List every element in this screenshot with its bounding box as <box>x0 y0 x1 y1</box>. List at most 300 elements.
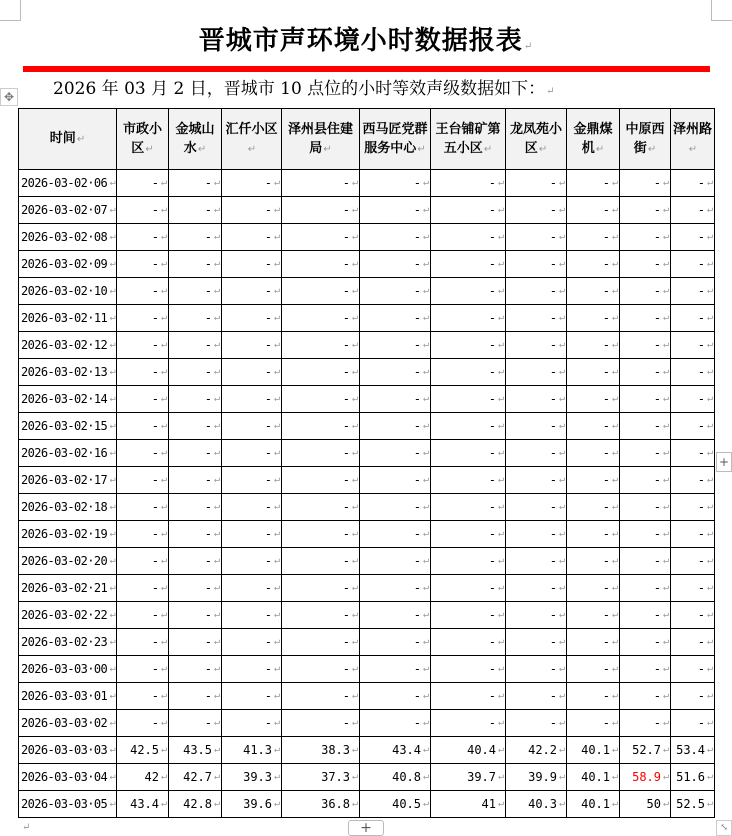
value-cell[interactable]: - ↵ <box>671 494 715 521</box>
value-cell[interactable]: - ↵ <box>282 305 360 332</box>
value-cell[interactable]: - ↵ <box>431 170 506 197</box>
value-cell[interactable]: - ↵ <box>671 170 715 197</box>
value-cell[interactable]: - ↵ <box>117 305 169 332</box>
add-row-button[interactable]: + <box>348 820 384 836</box>
value-cell[interactable]: 39.6 ↵ <box>222 791 282 818</box>
value-cell[interactable]: - ↵ <box>506 359 567 386</box>
value-cell[interactable]: 36.8 ↵ <box>282 791 360 818</box>
value-cell[interactable]: - ↵ <box>282 359 360 386</box>
value-cell[interactable]: 51.6 ↵ <box>671 764 715 791</box>
value-cell[interactable]: - ↵ <box>671 197 715 224</box>
value-cell[interactable]: - ↵ <box>506 629 567 656</box>
value-cell[interactable]: - ↵ <box>282 278 360 305</box>
value-cell[interactable]: 40.8 ↵ <box>360 764 431 791</box>
value-cell[interactable]: - ↵ <box>360 683 431 710</box>
value-cell[interactable]: - ↵ <box>222 548 282 575</box>
time-cell[interactable]: 2026-03-02·09 ↵ <box>19 251 117 278</box>
value-cell[interactable]: - ↵ <box>567 359 620 386</box>
value-cell[interactable]: - ↵ <box>169 413 222 440</box>
value-cell[interactable]: - ↵ <box>282 224 360 251</box>
value-cell[interactable]: - ↵ <box>282 494 360 521</box>
value-cell[interactable]: - ↵ <box>620 386 671 413</box>
value-cell[interactable]: - ↵ <box>671 521 715 548</box>
time-cell[interactable]: 2026-03-02·10 ↵ <box>19 278 117 305</box>
time-cell[interactable]: 2026-03-02·11 ↵ <box>19 305 117 332</box>
value-cell[interactable]: - ↵ <box>360 251 431 278</box>
document-title: 晋城市声环境小时数据报表 ↵ <box>0 20 732 57</box>
value-cell[interactable]: - ↵ <box>671 332 715 359</box>
value-cell[interactable]: - ↵ <box>671 305 715 332</box>
value-cell[interactable]: - ↵ <box>620 170 671 197</box>
value-cell[interactable]: - ↵ <box>506 332 567 359</box>
value-cell[interactable]: - ↵ <box>222 170 282 197</box>
value-cell[interactable]: - ↵ <box>169 440 222 467</box>
value-cell[interactable]: - ↵ <box>567 656 620 683</box>
value-cell[interactable]: - ↵ <box>360 602 431 629</box>
value-cell[interactable]: - ↵ <box>620 494 671 521</box>
value-cell[interactable]: - ↵ <box>567 629 620 656</box>
value-cell[interactable]: 43.4 ↵ <box>117 791 169 818</box>
value-cell[interactable]: 38.3 ↵ <box>282 737 360 764</box>
table-row <box>19 332 715 359</box>
value-cell[interactable]: - ↵ <box>671 467 715 494</box>
column-header-station: 中原西街 ↵ <box>620 109 671 170</box>
value-cell[interactable]: - ↵ <box>506 521 567 548</box>
value-cell[interactable]: 42.8 ↵ <box>169 791 222 818</box>
value-cell[interactable]: - ↵ <box>169 467 222 494</box>
add-column-button[interactable]: + <box>716 452 732 472</box>
value-cell[interactable]: - ↵ <box>117 629 169 656</box>
value-cell[interactable]: - ↵ <box>360 305 431 332</box>
value-cell[interactable]: - ↵ <box>222 278 282 305</box>
column-header-time: 时间 ↵ <box>19 109 117 170</box>
value-cell[interactable]: - ↵ <box>620 575 671 602</box>
value-cell[interactable]: - ↵ <box>567 332 620 359</box>
value-cell[interactable]: - ↵ <box>620 197 671 224</box>
table-row <box>19 737 715 764</box>
value-cell[interactable]: - ↵ <box>431 629 506 656</box>
value-cell[interactable]: - ↵ <box>506 494 567 521</box>
value-cell[interactable]: - ↵ <box>567 494 620 521</box>
value-cell[interactable]: - ↵ <box>169 278 222 305</box>
value-cell[interactable]: - ↵ <box>506 656 567 683</box>
value-cell[interactable]: - ↵ <box>360 548 431 575</box>
value-cell[interactable]: - ↵ <box>567 683 620 710</box>
value-cell[interactable]: - ↵ <box>117 413 169 440</box>
value-cell[interactable]: - ↵ <box>506 575 567 602</box>
value-cell[interactable]: - ↵ <box>222 683 282 710</box>
value-cell[interactable]: - ↵ <box>117 494 169 521</box>
value-cell[interactable]: - ↵ <box>117 359 169 386</box>
value-cell[interactable]: - ↵ <box>222 494 282 521</box>
value-cell[interactable]: - ↵ <box>117 332 169 359</box>
value-cell[interactable]: - ↵ <box>620 305 671 332</box>
value-cell[interactable]: 42.7 ↵ <box>169 764 222 791</box>
table-row <box>19 278 715 305</box>
value-cell[interactable]: - ↵ <box>222 251 282 278</box>
table-row <box>19 197 715 224</box>
column-header-station: 金城山水 ↵ <box>169 109 222 170</box>
value-cell[interactable]: - ↵ <box>360 386 431 413</box>
noise-data-table <box>18 108 715 818</box>
table-row <box>19 764 715 791</box>
value-cell[interactable]: - ↵ <box>222 197 282 224</box>
table-row <box>19 710 715 737</box>
value-cell[interactable]: - ↵ <box>282 683 360 710</box>
value-cell[interactable]: 52.5 ↵ <box>671 791 715 818</box>
value-cell[interactable]: - ↵ <box>282 629 360 656</box>
value-cell[interactable]: - ↵ <box>506 710 567 737</box>
value-cell[interactable]: - ↵ <box>360 170 431 197</box>
value-cell[interactable]: 42.5 ↵ <box>117 737 169 764</box>
value-cell[interactable]: 41 ↵ <box>431 791 506 818</box>
value-cell[interactable]: - ↵ <box>671 440 715 467</box>
value-cell[interactable]: - ↵ <box>567 170 620 197</box>
value-cell[interactable]: - ↵ <box>620 602 671 629</box>
value-cell[interactable]: - ↵ <box>671 683 715 710</box>
time-cell[interactable]: 2026-03-02·22 ↵ <box>19 602 117 629</box>
value-cell[interactable]: - ↵ <box>169 224 222 251</box>
value-cell[interactable]: 39.7 ↵ <box>431 764 506 791</box>
value-cell[interactable]: - ↵ <box>117 440 169 467</box>
column-header-station: 金鼎煤机 ↵ <box>567 109 620 170</box>
value-cell[interactable]: - ↵ <box>431 332 506 359</box>
value-cell[interactable]: - ↵ <box>506 413 567 440</box>
value-cell[interactable]: - ↵ <box>431 224 506 251</box>
column-header-station: 泽州路 ↵ <box>671 109 715 170</box>
value-cell[interactable]: - ↵ <box>282 251 360 278</box>
value-cell[interactable]: - ↵ <box>431 521 506 548</box>
value-cell[interactable]: - ↵ <box>360 359 431 386</box>
value-cell[interactable]: - ↵ <box>169 386 222 413</box>
value-cell[interactable]: - ↵ <box>282 710 360 737</box>
time-cell[interactable]: 2026-03-02·12 ↵ <box>19 332 117 359</box>
time-cell[interactable]: 2026-03-03·05 ↵ <box>19 791 117 818</box>
value-cell[interactable]: - ↵ <box>567 548 620 575</box>
value-cell[interactable]: - ↵ <box>360 656 431 683</box>
value-cell[interactable]: - ↵ <box>506 548 567 575</box>
value-cell[interactable]: - ↵ <box>117 170 169 197</box>
table-row <box>19 467 715 494</box>
table-row <box>19 359 715 386</box>
time-cell[interactable]: 2026-03-02·15 ↵ <box>19 413 117 440</box>
table-row <box>19 386 715 413</box>
value-cell[interactable]: - ↵ <box>169 602 222 629</box>
value-cell[interactable]: - ↵ <box>169 548 222 575</box>
value-cell[interactable]: - ↵ <box>506 170 567 197</box>
time-cell[interactable]: 2026-03-03·02 ↵ <box>19 710 117 737</box>
time-cell[interactable]: 2026-03-02·20 ↵ <box>19 548 117 575</box>
value-cell[interactable]: - ↵ <box>506 251 567 278</box>
value-cell[interactable]: - ↵ <box>282 197 360 224</box>
time-cell[interactable]: 2026-03-02·21 ↵ <box>19 575 117 602</box>
value-cell[interactable]: - ↵ <box>360 494 431 521</box>
value-cell[interactable]: - ↵ <box>360 710 431 737</box>
value-cell[interactable]: - ↵ <box>620 224 671 251</box>
value-cell[interactable]: 40.4 ↵ <box>431 737 506 764</box>
table-row <box>19 791 715 818</box>
value-cell[interactable]: - ↵ <box>117 278 169 305</box>
time-cell[interactable]: 2026-03-03·03 ↵ <box>19 737 117 764</box>
value-cell[interactable]: - ↵ <box>431 710 506 737</box>
value-cell[interactable]: - ↵ <box>169 494 222 521</box>
value-cell[interactable]: - ↵ <box>671 278 715 305</box>
value-cell[interactable]: - ↵ <box>506 440 567 467</box>
value-cell[interactable]: - ↵ <box>117 575 169 602</box>
time-cell[interactable]: 2026-03-03·00 ↵ <box>19 656 117 683</box>
value-cell[interactable]: - ↵ <box>620 251 671 278</box>
value-cell[interactable]: - ↵ <box>117 467 169 494</box>
value-cell[interactable]: - ↵ <box>360 575 431 602</box>
value-cell[interactable]: - ↵ <box>620 548 671 575</box>
value-cell[interactable]: - ↵ <box>360 413 431 440</box>
table-row <box>19 251 715 278</box>
value-cell[interactable]: - ↵ <box>222 413 282 440</box>
value-cell[interactable]: - ↵ <box>360 521 431 548</box>
value-cell[interactable]: - ↵ <box>671 359 715 386</box>
value-cell[interactable]: - ↵ <box>431 656 506 683</box>
table-row <box>19 683 715 710</box>
value-cell[interactable]: - ↵ <box>567 224 620 251</box>
value-cell[interactable]: - ↵ <box>620 521 671 548</box>
value-cell[interactable]: - ↵ <box>169 629 222 656</box>
value-cell[interactable]: - ↵ <box>567 710 620 737</box>
value-cell[interactable]: 50 ↵ <box>620 791 671 818</box>
time-cell[interactable]: 2026-03-02·06 ↵ <box>19 170 117 197</box>
value-cell[interactable]: - ↵ <box>567 305 620 332</box>
value-cell[interactable]: - ↵ <box>360 467 431 494</box>
value-cell[interactable]: - ↵ <box>222 710 282 737</box>
table-move-handle-icon[interactable]: ✥ <box>0 88 18 106</box>
value-cell[interactable]: - ↵ <box>620 629 671 656</box>
table-row <box>19 521 715 548</box>
value-cell[interactable]: 40.5 ↵ <box>360 791 431 818</box>
value-cell[interactable]: - ↵ <box>620 710 671 737</box>
value-cell[interactable]: 43.4 ↵ <box>360 737 431 764</box>
value-cell[interactable]: - ↵ <box>620 359 671 386</box>
time-cell[interactable]: 2026-03-02·07 ↵ <box>19 197 117 224</box>
value-cell[interactable]: - ↵ <box>431 305 506 332</box>
value-cell[interactable]: - ↵ <box>117 521 169 548</box>
value-cell[interactable]: - ↵ <box>169 359 222 386</box>
value-cell[interactable]: - ↵ <box>671 386 715 413</box>
value-cell[interactable]: - ↵ <box>282 467 360 494</box>
value-cell[interactable]: - ↵ <box>222 629 282 656</box>
value-cell[interactable]: 42 ↵ <box>117 764 169 791</box>
value-cell[interactable]: 40.1 ↵ <box>567 737 620 764</box>
value-cell[interactable]: - ↵ <box>117 224 169 251</box>
value-cell[interactable]: - ↵ <box>222 305 282 332</box>
value-cell[interactable]: 40.1 ↵ <box>567 791 620 818</box>
value-cell[interactable]: - ↵ <box>506 224 567 251</box>
value-cell[interactable]: - ↵ <box>620 683 671 710</box>
value-cell[interactable]: - ↵ <box>620 467 671 494</box>
table-row <box>19 602 715 629</box>
time-cell[interactable]: 2026-03-02·19 ↵ <box>19 521 117 548</box>
value-cell[interactable]: - ↵ <box>620 656 671 683</box>
value-cell[interactable]: 40.3 ↵ <box>506 791 567 818</box>
value-cell[interactable]: - ↵ <box>567 521 620 548</box>
value-cell[interactable]: - ↵ <box>431 602 506 629</box>
value-cell[interactable]: - ↵ <box>671 629 715 656</box>
value-cell[interactable]: - ↵ <box>222 656 282 683</box>
value-cell[interactable]: - ↵ <box>282 548 360 575</box>
value-cell[interactable]: 42.2 ↵ <box>506 737 567 764</box>
value-cell[interactable]: - ↵ <box>360 197 431 224</box>
value-cell[interactable]: - ↵ <box>506 278 567 305</box>
value-cell[interactable]: 58.9 ↵ <box>620 764 671 791</box>
value-cell[interactable]: - ↵ <box>169 305 222 332</box>
value-cell[interactable]: - ↵ <box>431 440 506 467</box>
value-cell[interactable]: 39.9 ↵ <box>506 764 567 791</box>
value-cell[interactable]: - ↵ <box>506 683 567 710</box>
value-cell[interactable]: - ↵ <box>117 683 169 710</box>
value-cell[interactable]: 41.3 ↵ <box>222 737 282 764</box>
value-cell[interactable]: - ↵ <box>506 602 567 629</box>
value-cell[interactable]: - ↵ <box>169 197 222 224</box>
value-cell[interactable]: 37.3 ↵ <box>282 764 360 791</box>
value-cell[interactable]: - ↵ <box>671 656 715 683</box>
value-cell[interactable]: - ↵ <box>117 251 169 278</box>
time-cell[interactable]: 2026-03-02·18 ↵ <box>19 494 117 521</box>
value-cell[interactable]: - ↵ <box>282 386 360 413</box>
value-cell[interactable]: - ↵ <box>431 278 506 305</box>
time-cell[interactable]: 2026-03-02·17 ↵ <box>19 467 117 494</box>
value-cell[interactable]: - ↵ <box>671 251 715 278</box>
value-cell[interactable]: - ↵ <box>282 332 360 359</box>
value-cell[interactable]: - ↵ <box>506 305 567 332</box>
value-cell[interactable]: - ↵ <box>671 575 715 602</box>
value-cell[interactable]: 43.5 ↵ <box>169 737 222 764</box>
value-cell[interactable]: - ↵ <box>222 467 282 494</box>
value-cell[interactable]: - ↵ <box>506 386 567 413</box>
column-header-station: 汇仟小区 ↵ <box>222 109 282 170</box>
value-cell[interactable]: - ↵ <box>567 602 620 629</box>
value-cell[interactable]: - ↵ <box>431 548 506 575</box>
time-cell[interactable]: 2026-03-02·14 ↵ <box>19 386 117 413</box>
value-cell[interactable]: - ↵ <box>567 467 620 494</box>
value-cell[interactable]: - ↵ <box>620 440 671 467</box>
value-cell[interactable]: - ↵ <box>282 170 360 197</box>
value-cell[interactable]: - ↵ <box>117 197 169 224</box>
value-cell[interactable]: 53.4 ↵ <box>671 737 715 764</box>
value-cell[interactable]: - ↵ <box>567 197 620 224</box>
value-cell[interactable]: - ↵ <box>282 656 360 683</box>
value-cell[interactable]: - ↵ <box>431 386 506 413</box>
value-cell[interactable]: - ↵ <box>169 683 222 710</box>
table-resize-handle-icon[interactable]: ⤡ <box>716 820 732 836</box>
column-header-station: 王台铺矿第五小区 ↵ <box>431 109 506 170</box>
value-cell[interactable]: - ↵ <box>671 602 715 629</box>
value-cell[interactable]: - ↵ <box>567 278 620 305</box>
value-cell[interactable]: - ↵ <box>117 710 169 737</box>
table-row <box>19 494 715 521</box>
table-row <box>19 224 715 251</box>
value-cell[interactable]: - ↵ <box>671 413 715 440</box>
value-cell[interactable]: - ↵ <box>169 332 222 359</box>
value-cell[interactable]: - ↵ <box>620 278 671 305</box>
column-header-station: 西马匠党群服务中心 ↵ <box>360 109 431 170</box>
value-cell[interactable]: - ↵ <box>671 224 715 251</box>
value-cell[interactable]: - ↵ <box>222 440 282 467</box>
value-cell[interactable]: - ↵ <box>222 332 282 359</box>
time-cell[interactable]: 2026-03-02·16 ↵ <box>19 440 117 467</box>
value-cell[interactable]: - ↵ <box>506 467 567 494</box>
value-cell[interactable]: - ↵ <box>431 683 506 710</box>
value-cell[interactable]: - ↵ <box>222 575 282 602</box>
value-cell[interactable]: 39.3 ↵ <box>222 764 282 791</box>
value-cell[interactable]: - ↵ <box>360 629 431 656</box>
value-cell[interactable]: - ↵ <box>431 467 506 494</box>
value-cell[interactable]: - ↵ <box>360 332 431 359</box>
value-cell[interactable]: - ↵ <box>282 413 360 440</box>
time-cell[interactable]: 2026-03-03·01 ↵ <box>19 683 117 710</box>
value-cell[interactable]: - ↵ <box>671 548 715 575</box>
value-cell[interactable]: 40.1 ↵ <box>567 764 620 791</box>
value-cell[interactable]: - ↵ <box>169 251 222 278</box>
value-cell[interactable]: - ↵ <box>567 251 620 278</box>
value-cell[interactable]: - ↵ <box>567 386 620 413</box>
value-cell[interactable]: 52.7 ↵ <box>620 737 671 764</box>
time-cell[interactable]: 2026-03-03·04 ↵ <box>19 764 117 791</box>
value-cell[interactable]: - ↵ <box>360 440 431 467</box>
value-cell[interactable]: - ↵ <box>117 548 169 575</box>
value-cell[interactable]: - ↵ <box>222 602 282 629</box>
column-header-station: 市政小区 ↵ <box>117 109 169 170</box>
column-header-station: 龙凤苑小区 ↵ <box>506 109 567 170</box>
value-cell[interactable]: - ↵ <box>620 332 671 359</box>
value-cell[interactable]: - ↵ <box>360 278 431 305</box>
paragraph-mark: ↵ <box>22 822 31 833</box>
value-cell[interactable]: - ↵ <box>431 359 506 386</box>
value-cell[interactable]: - ↵ <box>431 575 506 602</box>
value-cell[interactable]: - ↵ <box>169 521 222 548</box>
time-cell[interactable]: 2026-03-02·23 ↵ <box>19 629 117 656</box>
value-cell[interactable]: - ↵ <box>169 710 222 737</box>
time-cell[interactable]: 2026-03-02·13 ↵ <box>19 359 117 386</box>
value-cell[interactable]: - ↵ <box>671 710 715 737</box>
table-header-row <box>19 109 715 170</box>
value-cell[interactable]: - ↵ <box>117 656 169 683</box>
value-cell[interactable]: - ↵ <box>431 251 506 278</box>
value-cell[interactable]: - ↵ <box>567 575 620 602</box>
value-cell[interactable]: - ↵ <box>282 575 360 602</box>
page-corner-mark <box>0 0 21 21</box>
time-cell[interactable]: 2026-03-02·08 ↵ <box>19 224 117 251</box>
value-cell[interactable]: - ↵ <box>222 224 282 251</box>
value-cell[interactable]: - ↵ <box>117 602 169 629</box>
value-cell[interactable]: - ↵ <box>222 521 282 548</box>
value-cell[interactable]: - ↵ <box>506 197 567 224</box>
value-cell[interactable]: - ↵ <box>567 413 620 440</box>
value-cell[interactable]: - ↵ <box>282 521 360 548</box>
value-cell[interactable]: - ↵ <box>222 386 282 413</box>
table-row <box>19 170 715 197</box>
value-cell[interactable]: - ↵ <box>169 575 222 602</box>
value-cell[interactable]: - ↵ <box>169 656 222 683</box>
value-cell[interactable]: - ↵ <box>431 413 506 440</box>
value-cell[interactable]: - ↵ <box>117 386 169 413</box>
value-cell[interactable]: - ↵ <box>431 197 506 224</box>
value-cell[interactable]: - ↵ <box>431 494 506 521</box>
value-cell[interactable]: - ↵ <box>282 602 360 629</box>
value-cell[interactable]: - ↵ <box>360 224 431 251</box>
value-cell[interactable]: - ↵ <box>620 413 671 440</box>
value-cell[interactable]: - ↵ <box>282 440 360 467</box>
value-cell[interactable]: - ↵ <box>222 359 282 386</box>
value-cell[interactable]: - ↵ <box>567 440 620 467</box>
value-cell[interactable]: - ↵ <box>169 170 222 197</box>
